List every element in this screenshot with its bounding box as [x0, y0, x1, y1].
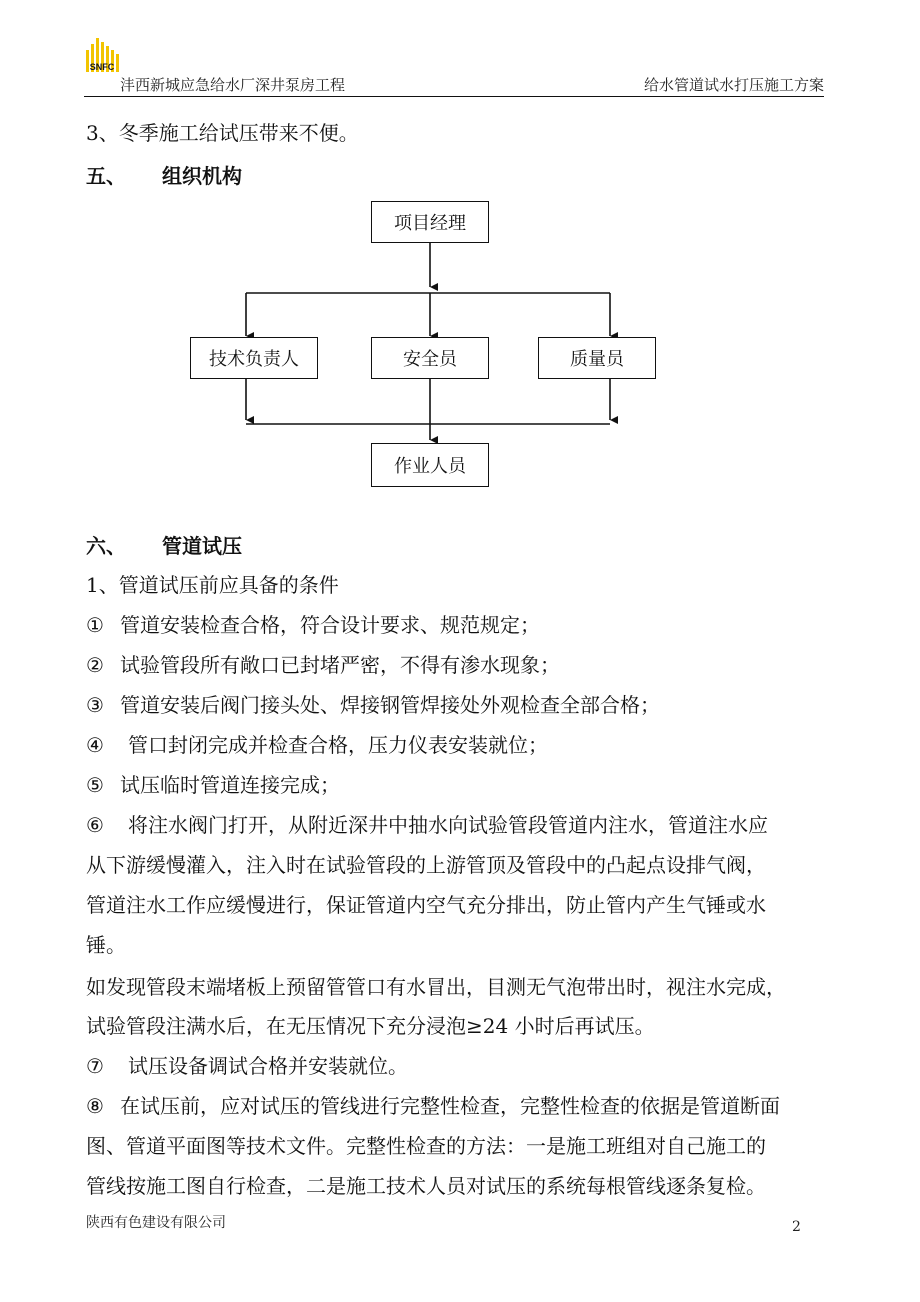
intro-line: 3、冬季施工给试压带来不便。 [86, 121, 359, 145]
condition-8-line-2: 图、管道平面图等技术文件。完整性检查的方法：一是施工班组对自己施工的 [86, 1134, 766, 1158]
footer-page-number: 2 [792, 1219, 801, 1235]
section-5-number: 五、 [86, 164, 126, 188]
org-box-tech-lead: 技术负责人 [190, 337, 318, 379]
condition-6-line-1 [86, 812, 768, 838]
paragraph-after-line-1: 如发现管段末端堵板上预留管管口有水冒出，目测无气泡带出时，视注水完成， [86, 975, 786, 999]
org-box-project-manager: 项目经理 [371, 201, 489, 243]
paragraph-after-line-2: 试验管段注满水后，在无压情况下充分浸泡≥24 小时后再试压。 [86, 1014, 655, 1038]
condition-4-text: 管口封闭完成并检查合格，压力仪表安装就位； [128, 733, 548, 757]
condition-3 [86, 692, 660, 718]
condition-2-mark: ② [86, 653, 104, 677]
condition-3-text: 管道安装后阀门接头处、焊接钢管焊接处外观检查全部合格； [120, 693, 660, 717]
section-6-number: 六、 [86, 534, 126, 558]
subsection-1-title: 1、管道试压前应具备的条件 [86, 573, 339, 597]
condition-4 [86, 732, 548, 758]
condition-4-mark: ④ [86, 733, 104, 757]
condition-7 [86, 1053, 408, 1079]
section-6-title: 管道试压 [162, 534, 242, 558]
org-box-workers: 作业人员 [371, 443, 489, 487]
logo-text: SNFC [89, 62, 115, 72]
condition-8-text-1: 在试压前，应对试压的管线进行完整性检查，完整性检查的依据是管道断面 [120, 1094, 780, 1118]
condition-6-line-2: 从下游缓慢灌入，注入时在试验管段的上游管顶及管段中的凸起点设排气阀， [86, 853, 766, 877]
condition-1 [86, 612, 540, 638]
org-box-safety-officer: 安全员 [371, 337, 489, 379]
header-project-name: 沣西新城应急给水厂深井泵房工程 [120, 76, 346, 94]
condition-7-text: 试压设备调试合格并安装就位。 [128, 1054, 408, 1078]
condition-8-line-1 [86, 1093, 780, 1119]
condition-5-mark: ⑤ [86, 773, 104, 797]
condition-8-mark: ⑧ [86, 1094, 104, 1118]
condition-2 [86, 652, 560, 678]
org-chart-connectors [0, 0, 920, 520]
org-box-quality-officer: 质量员 [538, 337, 656, 379]
condition-1-text: 管道安装检查合格，符合设计要求、规范规定； [120, 613, 540, 637]
section-6-heading [86, 533, 242, 559]
condition-6-mark: ⑥ [86, 813, 104, 837]
condition-7-mark: ⑦ [86, 1054, 104, 1078]
header-document-title: 给水管道试水打压施工方案 [643, 76, 824, 94]
condition-2-text: 试验管段所有敞口已封堵严密，不得有渗水现象； [120, 653, 560, 677]
condition-6-line-4: 锤。 [86, 933, 126, 957]
condition-5 [86, 772, 340, 798]
section-5-title: 组织机构 [162, 164, 242, 188]
condition-3-mark: ③ [86, 693, 104, 717]
condition-1-mark: ① [86, 613, 104, 637]
condition-6-text-1: 将注水阀门打开，从附近深井中抽水向试验管段管道内注水，管道注水应 [128, 813, 768, 837]
footer-company: 陕西有色建设有限公司 [86, 1215, 226, 1231]
condition-6-line-3: 管道注水工作应缓慢进行，保证管道内空气充分排出，防止管内产生气锤或水 [86, 893, 766, 917]
condition-8-line-3: 管线按施工图自行检查，二是施工技术人员对试压的系统每根管线逐条复检。 [86, 1174, 766, 1198]
condition-5-text: 试压临时管道连接完成； [120, 773, 340, 797]
